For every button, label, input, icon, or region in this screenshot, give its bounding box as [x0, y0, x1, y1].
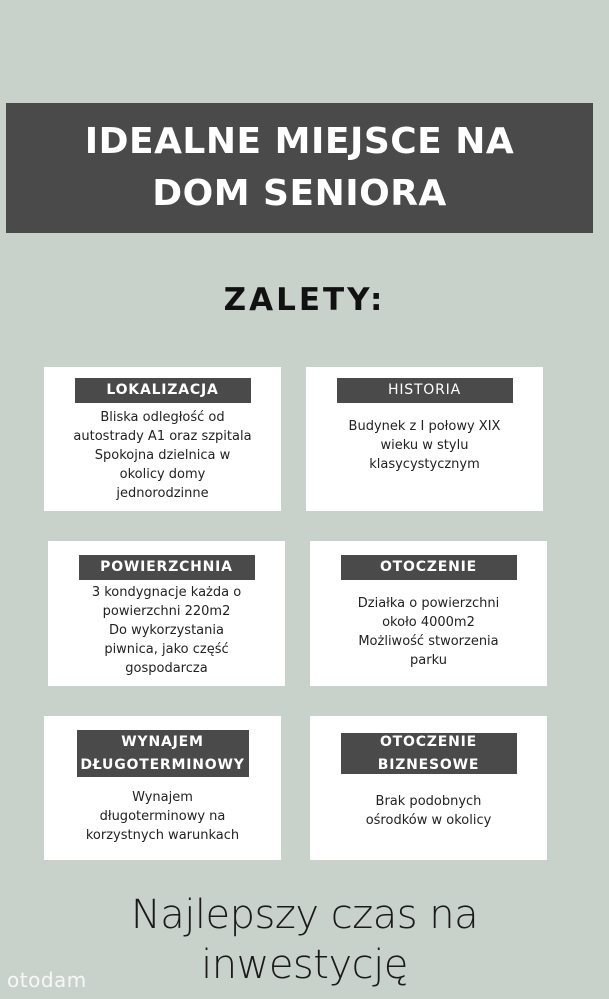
card-text	[349, 417, 501, 474]
card-wynajem	[44, 716, 281, 860]
card-label-line: LOKALIZACJA	[106, 382, 219, 398]
card-label-line: HISTORIA	[388, 382, 461, 398]
card-otoczenie	[310, 541, 547, 686]
title-banner	[6, 103, 593, 233]
card-label	[337, 378, 513, 403]
card-text-line: Brak podobnych	[375, 794, 482, 809]
card-label-line: BIZNESOWE	[377, 756, 480, 773]
card-label-line: POWIERZCHNIA	[100, 559, 233, 575]
banner-title-line-2: DOM SENIORA	[152, 173, 447, 214]
card-lokalizacja	[44, 367, 281, 511]
card-text-line: 3 kondygnacje każda o	[91, 585, 242, 600]
footer-tagline	[0, 890, 609, 990]
card-text	[73, 408, 251, 503]
card-label	[341, 555, 517, 580]
card-label	[341, 733, 517, 774]
card-text-line: parku	[410, 653, 447, 668]
card-text-line: gospodarcza	[125, 661, 208, 676]
footer-line-1: Najlepszy czas na	[130, 892, 479, 938]
card-powierzchnia	[48, 541, 285, 686]
card-text-line: Spokojna dzielnica w	[94, 448, 231, 463]
card-text-line: autostrady A1 oraz szpitala	[73, 429, 252, 444]
card-text-line: jednorodzinne	[116, 486, 209, 501]
card-text-line: okolicy domy	[119, 467, 206, 482]
card-text-line: korzystnych warunkach	[85, 828, 240, 843]
card-text-line: powierzchni 220m2	[102, 604, 231, 619]
card-label-line: OTOCZENIE	[379, 559, 478, 575]
card-label-line: DŁUGOTERMINOWY	[80, 756, 245, 773]
card-label-line: WYNAJEM	[121, 733, 204, 750]
card-text-line: Bliska odległość od	[100, 410, 225, 425]
card-label	[79, 555, 255, 580]
footer-line-2: inwestycję	[201, 942, 408, 988]
card-text	[358, 594, 499, 670]
card-historia	[306, 367, 543, 511]
card-text-line: piwnica, jako część	[104, 642, 229, 657]
card-label	[77, 730, 249, 777]
card-text-line: Działka o powierzchni	[357, 596, 500, 611]
card-text-line: Wynajem	[132, 790, 193, 805]
card-text-line: około 4000m2	[382, 615, 475, 630]
card-text-line: Budynek z I połowy XIX	[348, 419, 501, 434]
card-label-line: OTOCZENIE	[379, 733, 478, 750]
card-text	[92, 583, 241, 678]
card-text	[86, 788, 239, 845]
card-label	[75, 378, 251, 403]
card-text-line: Do wykorzystania	[109, 623, 224, 638]
card-text-line: długoterminowy na	[99, 809, 226, 824]
otodom-watermark-logo: otodam	[7, 968, 87, 992]
card-text-line: klasycystycznym	[369, 457, 480, 472]
card-text	[366, 792, 492, 830]
card-text-line: Możliwość stworzenia	[358, 634, 499, 649]
card-otoczenie-biznesowe	[310, 716, 547, 860]
section-heading: ZALETY:	[223, 282, 386, 318]
banner-title-line-1: IDEALNE MIEJSCE NA	[84, 121, 515, 162]
card-text-line: wieku w stylu	[380, 438, 469, 453]
card-text-line: ośrodków w okolicy	[365, 813, 492, 828]
